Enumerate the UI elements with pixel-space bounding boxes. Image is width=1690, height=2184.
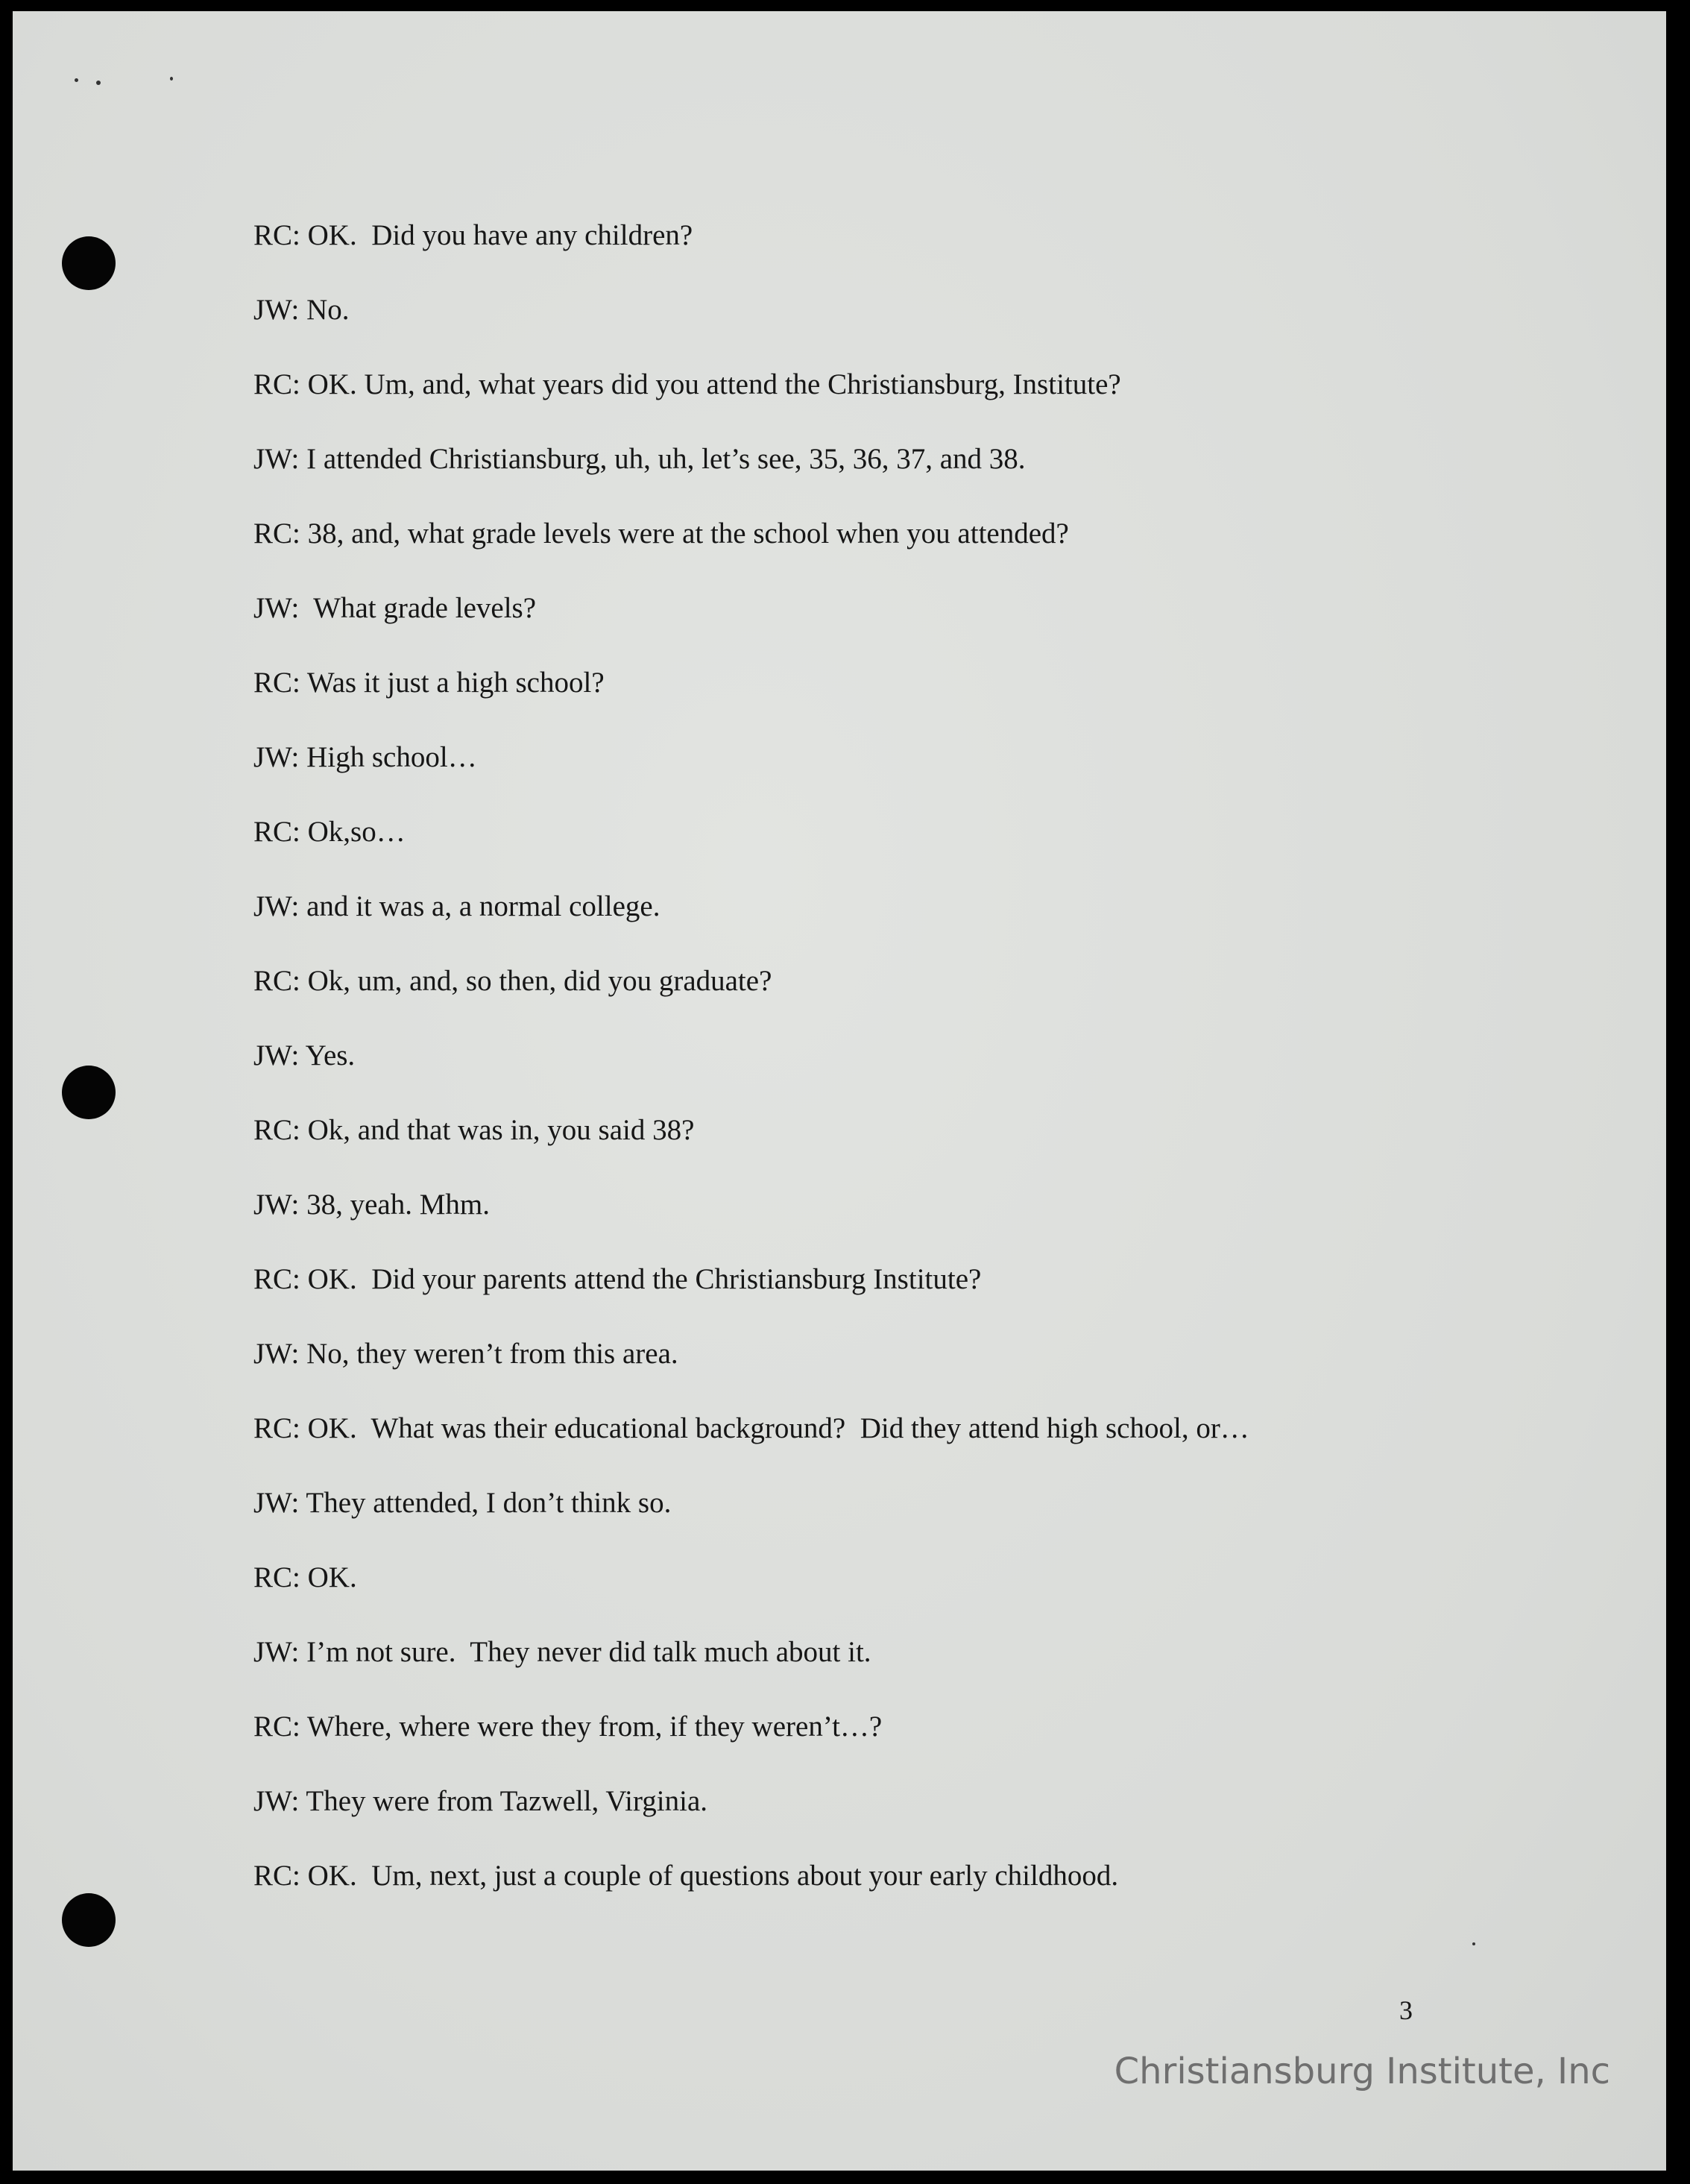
paper-speck xyxy=(75,78,78,82)
transcript-line: JW: No. xyxy=(253,294,350,326)
interview-transcript xyxy=(253,217,1655,1932)
transcript-line: JW: I’m not sure. They never did talk much about it. xyxy=(253,1636,871,1668)
transcript-line: RC: Ok, um, and, so then, did you graduate? xyxy=(253,965,772,997)
transcript-line: JW: High school… xyxy=(253,741,477,773)
transcript-line: JW: I attended Christiansburg, uh, uh, let’s see, 35, 36, 37, and 38. xyxy=(253,443,1026,475)
transcript-line: RC: OK. Um, next, just a couple of questions about your early childhood. xyxy=(253,1860,1119,1892)
page-number: 3 xyxy=(1399,1995,1413,2025)
transcript-line: RC: Ok,so… xyxy=(253,816,406,848)
transcript-line: RC: 38, and, what grade levels were at the school when you attended? xyxy=(253,517,1069,550)
transcript-line: JW: They attended, I don’t think so. xyxy=(253,1487,672,1519)
document-page xyxy=(13,11,1666,2171)
watermark: Christiansburg Institute, Inc xyxy=(1114,2051,1610,2092)
transcript-line: JW: What grade levels? xyxy=(253,592,537,624)
transcript-line: JW: No, they weren’t from this area. xyxy=(253,1338,678,1370)
transcript-line: RC: OK. What was their educational background? Did they attend high school, or… xyxy=(253,1412,1249,1444)
transcript-line: JW: Yes. xyxy=(253,1039,356,1071)
binder-hole-middle xyxy=(62,1066,116,1119)
transcript-line: JW: and it was a, a normal college. xyxy=(253,890,660,922)
transcript-line: RC: Where, where were they from, if they weren’t…? xyxy=(253,1711,883,1743)
paper-speck xyxy=(96,81,101,85)
transcript-line: RC: OK. Did your parents attend the Christiansburg Institute? xyxy=(253,1263,982,1295)
transcript-line: RC: OK. Um, and, what years did you attend the Christiansburg, Institute? xyxy=(253,368,1121,400)
transcript-line: RC: OK. Did you have any children? xyxy=(253,219,693,251)
transcript-line: RC: OK. xyxy=(253,1561,357,1593)
transcript-line: RC: Was it just a high school? xyxy=(253,667,605,699)
paper-speck xyxy=(170,77,173,81)
transcript-line: JW: They were from Tazwell, Virginia. xyxy=(253,1785,708,1817)
paper-speck xyxy=(1472,1942,1475,1945)
transcript-line: JW: 38, yeah. Mhm. xyxy=(253,1189,491,1221)
transcript-line: RC: Ok, and that was in, you said 38? xyxy=(253,1114,695,1146)
binder-hole-top xyxy=(62,236,116,290)
binder-hole-bottom xyxy=(62,1893,116,1947)
